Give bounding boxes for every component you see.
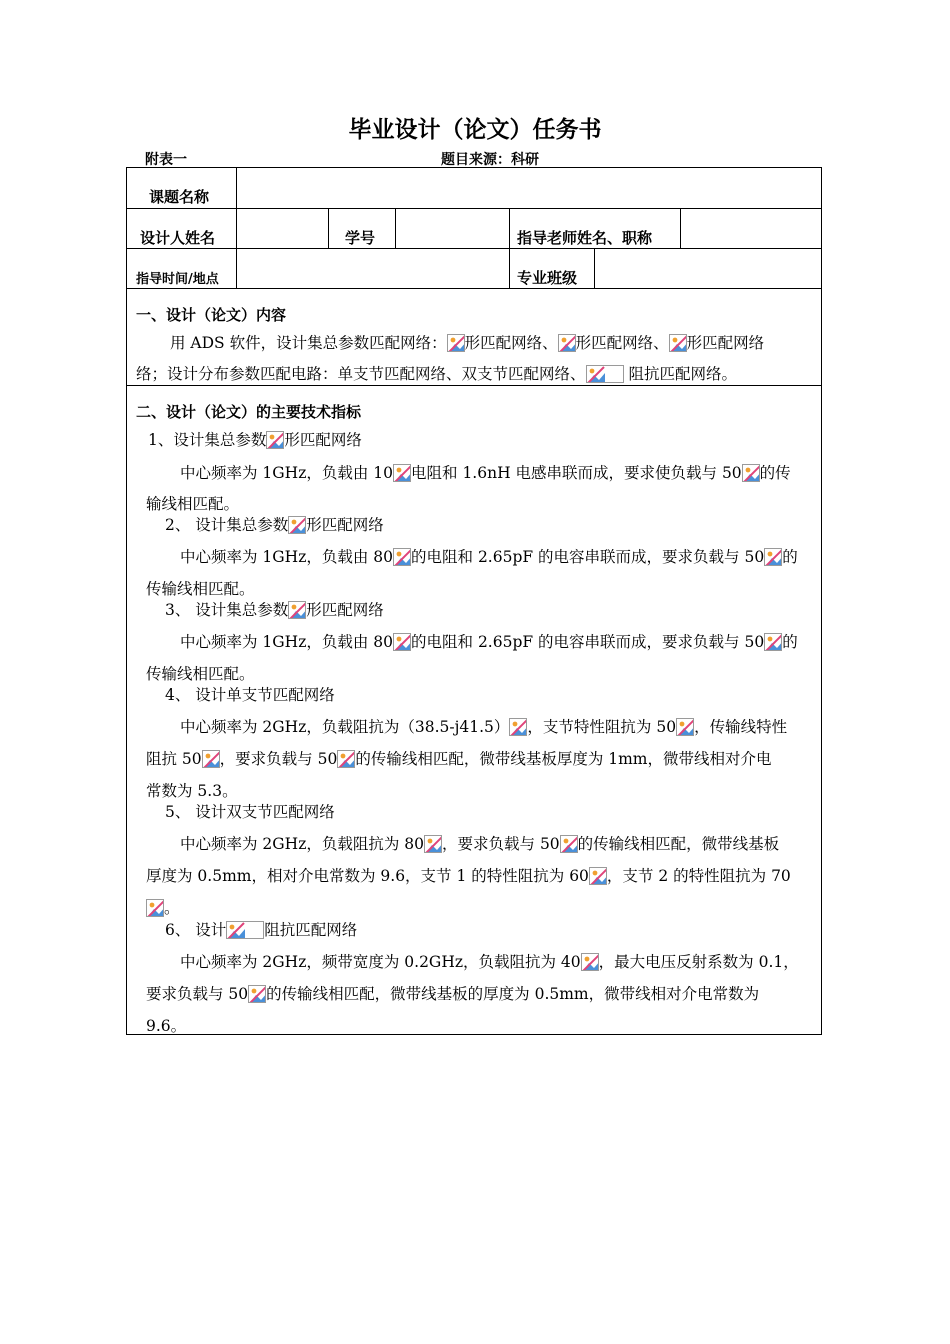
indicator-title-4: 4、 设计单支节匹配网络: [165, 686, 335, 704]
col-divider: [594, 248, 595, 288]
desc-text: 的传输线相匹配，微带线基板的厚度为 0.5mm，微带线相对介电常数为: [266, 985, 760, 1003]
broken-image-icon: [669, 334, 687, 352]
desc-text: 的电阻和 2.65pF 的电容串联而成，要求负载与 50: [411, 548, 765, 566]
content-text: 形匹配网络、: [575, 334, 669, 352]
desc-text: 的传输线相匹配，微带线基板厚度为 1mm，微带线相对介电: [355, 750, 772, 768]
content-text: 阻抗匹配网络。: [628, 365, 737, 383]
desc-text: 的电阻和 2.65pF 的电容串联而成，要求负载与 50: [411, 633, 765, 651]
desc-text: 阻抗 50: [146, 750, 202, 768]
desc-text: ，支节特性阻抗为 50: [527, 718, 677, 736]
item-title: 形匹配网络: [306, 601, 384, 619]
advisor-label: 指导老师姓名、职称: [517, 229, 653, 247]
content-line-1: [170, 333, 764, 353]
broken-image-icon: [589, 867, 607, 885]
broken-image-icon: [226, 921, 264, 939]
broken-image-icon: [676, 718, 694, 736]
indicator-desc-4b: [146, 749, 772, 769]
indicator-desc-3: [180, 632, 798, 652]
indicator-title-1: [148, 430, 362, 450]
indicator-desc-5b: [146, 866, 791, 886]
row-divider: [127, 248, 821, 249]
indicator-title-5: 5、 设计双支节匹配网络: [165, 803, 335, 821]
item-title: 2、 设计集总参数: [165, 516, 289, 534]
desc-text: ，最大电压反射系数为 0.1，: [598, 953, 799, 971]
indicator-title-2: [165, 515, 384, 535]
broken-image-icon: [248, 985, 266, 1003]
content-text: 形匹配网络、: [464, 334, 558, 352]
desc-text: 要求负载与 50: [146, 985, 249, 1003]
broken-image-icon: [558, 334, 576, 352]
desc-text: 中心频率为 2GHz，负载阻抗为 80: [180, 835, 425, 853]
desc-text: ，要求负载与 50: [442, 835, 560, 853]
content-text: 用 ADS 软件，设计集总参数匹配网络：: [170, 334, 447, 352]
broken-image-icon: [393, 464, 411, 482]
broken-image-icon: [202, 750, 220, 768]
indicator-desc-4c: 常数为 5.3。: [146, 782, 238, 800]
row-divider: [127, 208, 821, 209]
broken-image-icon: [424, 835, 442, 853]
broken-image-icon: [581, 953, 599, 971]
broken-image-icon: [586, 365, 624, 383]
content-line-2: [136, 364, 737, 384]
major-class-label: 专业班级: [517, 269, 578, 287]
broken-image-icon: [764, 548, 782, 566]
attachment-label: 附表一: [145, 152, 187, 168]
desc-text: 的传: [759, 464, 791, 482]
desc-text: 中心频率为 2GHz，频带宽度为 0.2GHz，负载阻抗为 40: [180, 953, 581, 971]
indicator-desc-6: [180, 952, 799, 972]
broken-image-icon: [288, 601, 306, 619]
content-text: 络；设计分布参数匹配电路：单支节匹配网络、双支节匹配网络、: [136, 365, 586, 383]
row-divider: [127, 288, 821, 289]
section-indicators-heading: 二、设计（论文）的主要技术指标: [136, 403, 362, 421]
desc-text: 中心频率为 1GHz，负载由 80: [180, 633, 394, 651]
broken-image-icon: [742, 464, 760, 482]
desc-text: 中心频率为 2GHz，负载阻抗为（38.5-j41.5）: [180, 718, 510, 736]
broken-image-icon: [393, 548, 411, 566]
col-divider: [236, 168, 237, 288]
student-no-label: 学号: [345, 229, 376, 247]
item-title: 形匹配网络: [284, 431, 362, 449]
broken-image-icon: [337, 750, 355, 768]
indicator-title-3: [165, 600, 384, 620]
broken-image-icon: [288, 516, 306, 534]
indicator-desc-2b: 传输线相匹配。: [146, 580, 255, 598]
indicator-desc-2: [180, 547, 798, 567]
topic-label: 课题名称: [149, 188, 210, 206]
content-text: 形匹配网络: [686, 334, 765, 352]
broken-image-icon: [447, 334, 465, 352]
desc-text: 的: [782, 633, 798, 651]
section-content-heading: 一、设计（论文）内容: [136, 306, 287, 324]
desc-text: 。: [164, 899, 180, 917]
item-title: 形匹配网络: [306, 516, 384, 534]
indicator-desc-4: [180, 717, 787, 737]
item-title: 3、 设计集总参数: [165, 601, 289, 619]
indicator-desc-6c: 9.6。: [146, 1017, 187, 1035]
broken-image-icon: [146, 899, 164, 917]
broken-image-icon: [266, 431, 284, 449]
indicator-title-6: [165, 920, 357, 940]
col-divider: [509, 208, 510, 288]
desc-text: ，要求负载与 50: [219, 750, 338, 768]
desc-text: 的: [782, 548, 798, 566]
topic-source: 题目来源：科研: [441, 152, 539, 168]
indicator-desc-1: [180, 463, 791, 483]
broken-image-icon: [393, 633, 411, 651]
time-place-label: 指导时间/地点: [136, 272, 219, 287]
indicator-desc-5: [180, 834, 779, 854]
desc-text: ，支节 2 的特性阻抗为 70: [606, 867, 791, 885]
page-title: 毕业设计（论文）任务书: [348, 117, 602, 143]
desc-text: 电阻和 1.6nH 电感串联而成，要求使负载与 50: [411, 464, 742, 482]
desc-text: 的传输线相匹配，微带线基板: [577, 835, 780, 853]
item-title: 阻抗匹配网络: [264, 921, 358, 939]
desc-text: 中心频率为 1GHz，负载由 10: [180, 464, 394, 482]
indicator-desc-1b: 输线相匹配。: [146, 495, 240, 513]
item-title: 1、设计集总参数: [148, 431, 267, 449]
col-divider: [328, 208, 329, 248]
desc-text: 厚度为 0.5mm，相对介电常数为 9.6，支节 1 的特性阻抗为 60: [146, 867, 589, 885]
item-title: 6、 设计: [165, 921, 227, 939]
broken-image-icon: [560, 835, 578, 853]
indicator-desc-6b: [146, 984, 759, 1004]
desc-text: ，传输线特性: [694, 718, 788, 736]
task-table: [126, 167, 822, 1035]
col-divider: [395, 208, 396, 248]
indicator-desc-3b: 传输线相匹配。: [146, 665, 255, 683]
row-divider: [127, 385, 821, 386]
designer-label: 设计人姓名: [140, 229, 216, 247]
col-divider: [680, 208, 681, 248]
desc-text: 中心频率为 1GHz，负载由 80: [180, 548, 394, 566]
broken-image-icon: [764, 633, 782, 651]
broken-image-icon: [509, 718, 527, 736]
indicator-desc-5c: [146, 898, 180, 918]
